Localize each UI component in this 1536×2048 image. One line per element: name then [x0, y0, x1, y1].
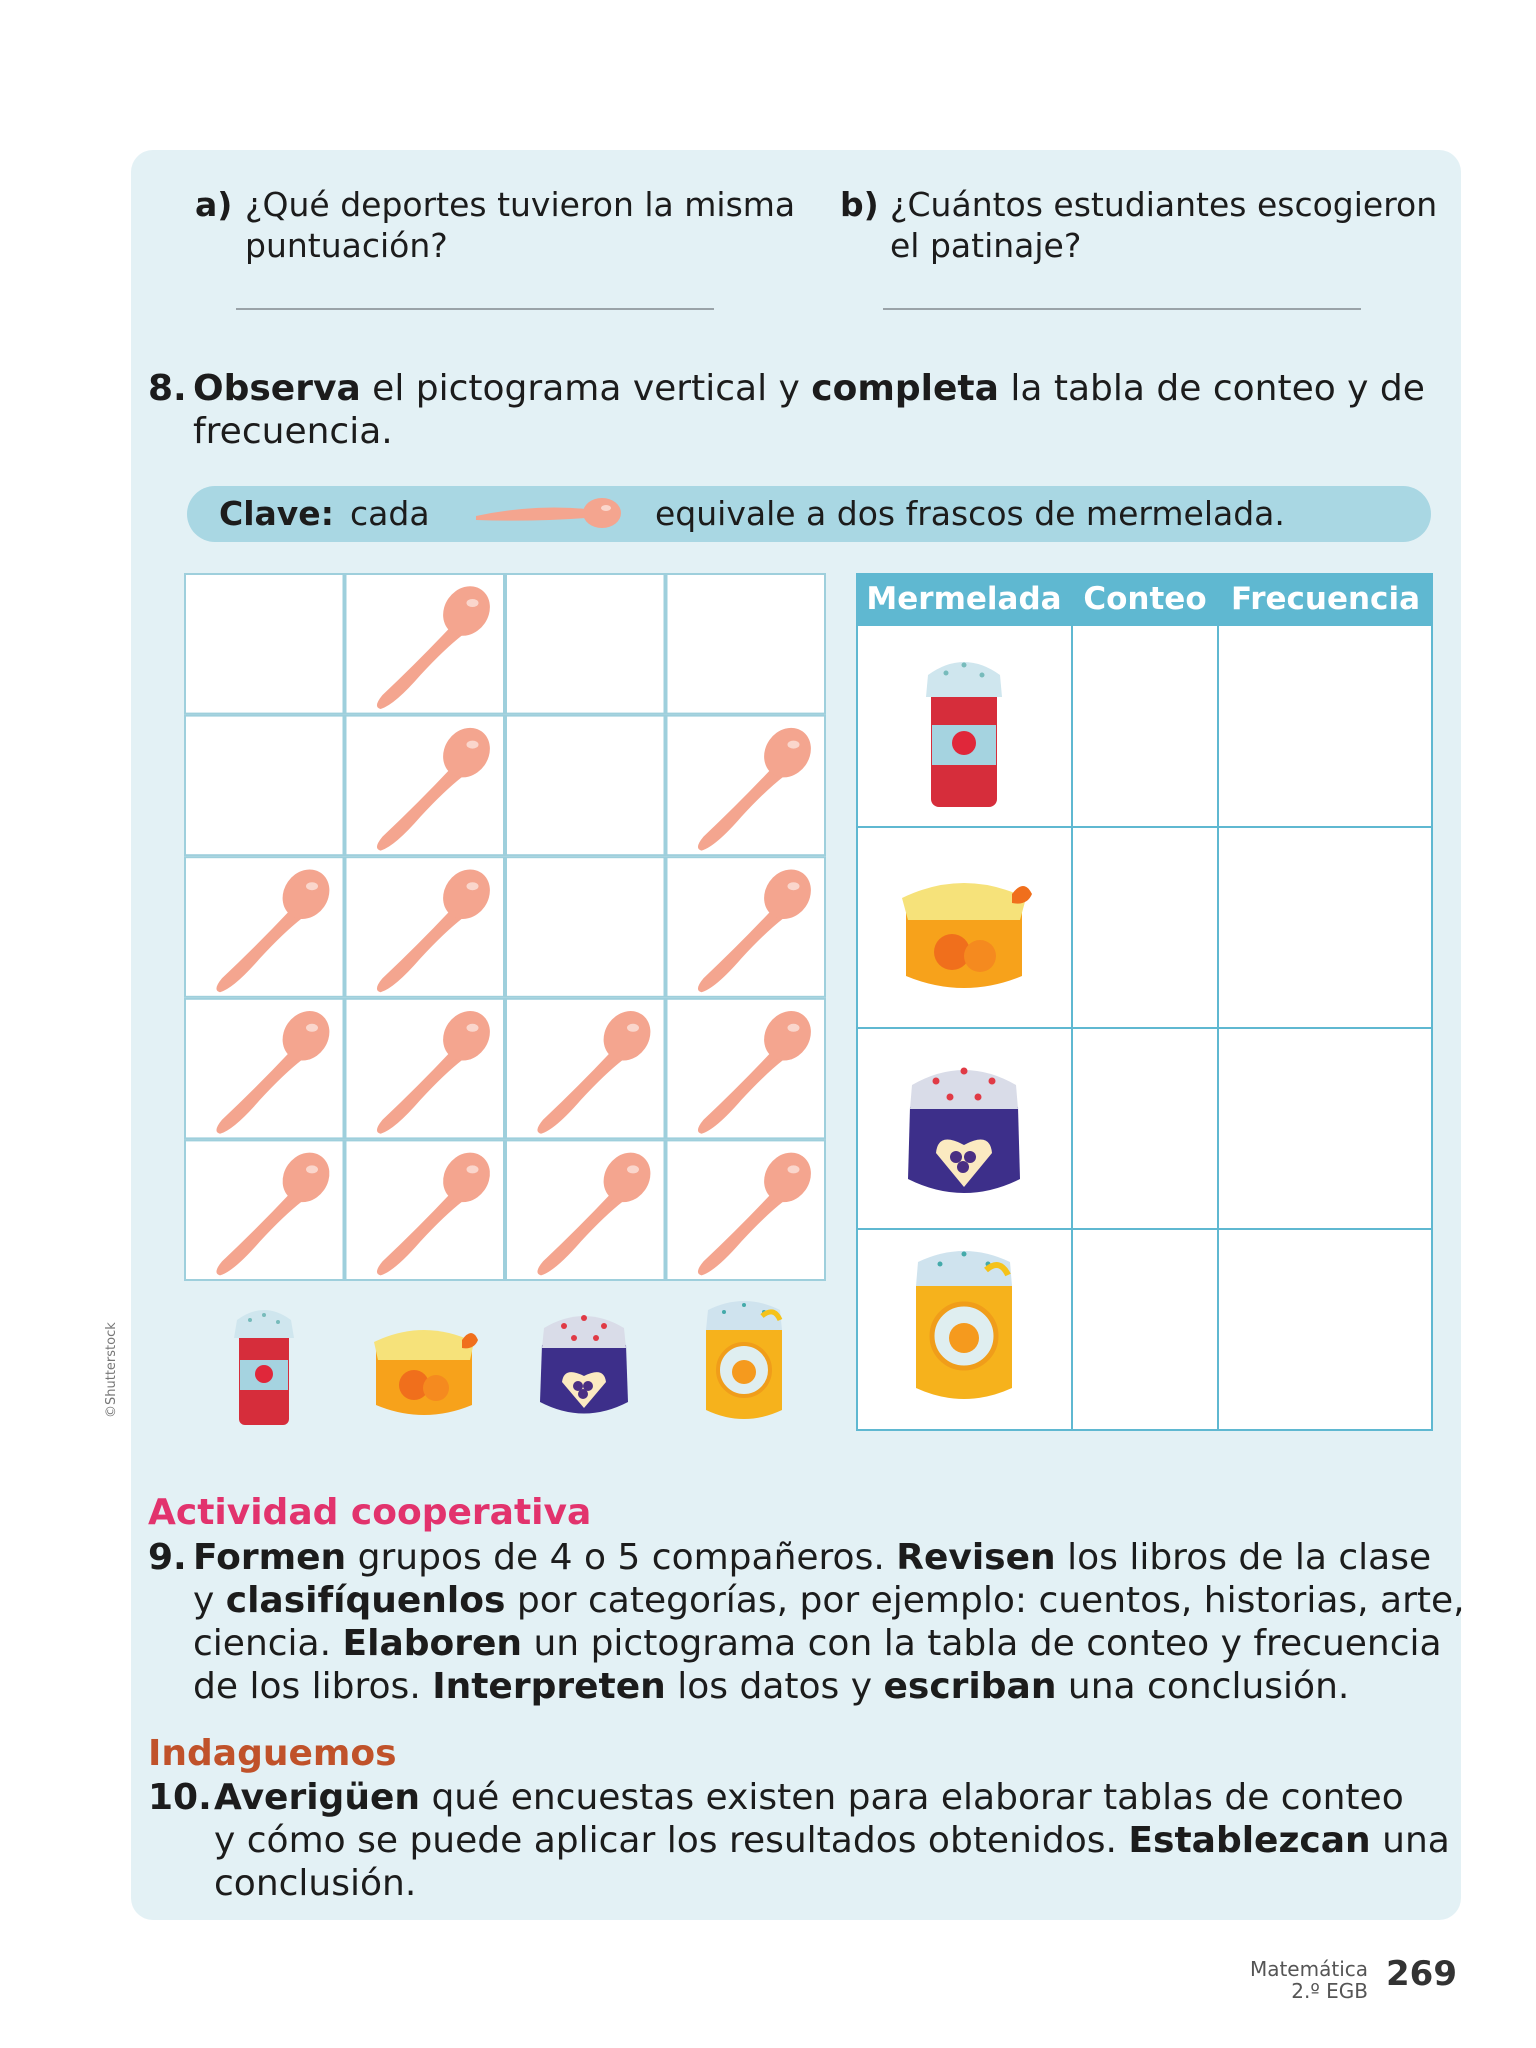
- verb-clasifiquenlos: clasifíquenlos: [225, 1580, 506, 1621]
- exercise-9-l3-t1: un pictograma con la tabla de conteo y frecuencia: [522, 1623, 1442, 1664]
- table-row-grape: [856, 1029, 1072, 1229]
- frecuencia-cell-4[interactable]: [1220, 1231, 1431, 1429]
- exercise-9-l2-t1: por categorías, por ejemplo: cuentos, historias, arte,: [505, 1580, 1465, 1621]
- grape-jam-jar-icon: [504, 1290, 664, 1435]
- exercise-9-l4-t1: los datos y: [665, 1666, 884, 1707]
- exercise-9-l4-t2: una conclusión.: [1056, 1666, 1350, 1707]
- pictogram-cell: [185, 574, 344, 714]
- header-frecuencia: Frecuencia: [1231, 581, 1420, 617]
- exercise-10-line3: conclusión.: [214, 1863, 417, 1904]
- question-b-label: b): [840, 185, 879, 224]
- apricot-jam-jar-icon: [856, 1230, 1072, 1430]
- table-row-apricot: [856, 1230, 1072, 1430]
- pictogram-jar-row: [184, 1290, 826, 1435]
- answer-line-a[interactable]: [236, 308, 714, 310]
- image-credit: ©Shutterstock: [104, 1322, 119, 1418]
- exercise-8-text2: la tabla de conteo y de: [998, 368, 1425, 409]
- exercise-8: [148, 367, 1448, 457]
- key-label: Clave:: [219, 494, 334, 533]
- question-a: [195, 184, 815, 274]
- verb-revisen: Revisen: [896, 1537, 1056, 1578]
- exercise-10-l2-t0: y cómo se puede aplicar los resultados obtenidos.: [214, 1820, 1129, 1861]
- key-pre-text: cada: [350, 494, 430, 533]
- pictogram-cell: [185, 716, 344, 856]
- exercise-8-verb-observa: Observa: [193, 368, 361, 409]
- verb-elaboren: Elaboren: [342, 1623, 523, 1664]
- exercise-8-line1: [193, 367, 1425, 410]
- question-a-line1: ¿Qué deportes tuvieron la misma: [245, 185, 796, 224]
- exercise-8-text1: el pictograma vertical y: [360, 368, 812, 409]
- orange-jam-jar-icon: [344, 1290, 504, 1435]
- exercise-9-line4: [193, 1665, 1349, 1708]
- grape-jam-jar-icon: [856, 1029, 1072, 1229]
- spoon-icon: [472, 494, 622, 534]
- pictogram-cell: [506, 716, 665, 856]
- conteo-cell-2[interactable]: [1074, 829, 1216, 1027]
- exercise-10: [148, 1776, 1458, 1911]
- exercise-9-line3: [193, 1622, 1442, 1665]
- verb-escriban: escriban: [883, 1666, 1057, 1707]
- frecuencia-cell-3[interactable]: [1220, 1030, 1431, 1228]
- exercise-10-l1-t1: qué encuestas existen para elaborar tablas de conteo: [420, 1777, 1404, 1818]
- orange-jam-jar-icon: [856, 828, 1072, 1028]
- verb-averiguen: Averigüen: [214, 1777, 420, 1818]
- pictogram-grid: [184, 573, 826, 1281]
- footer-subject-name: Matemática: [1249, 1957, 1368, 1981]
- verb-interpreten: Interpreten: [432, 1666, 666, 1707]
- exercise-9: [148, 1536, 1465, 1716]
- exercise-8-number: 8.: [148, 368, 187, 409]
- pictogram-cell: [506, 857, 665, 997]
- footer-grade: 2.º EGB: [1291, 1979, 1368, 2003]
- tally-frequency-table: [856, 573, 1433, 1431]
- cooperative-title: Actividad cooperativa: [148, 1492, 592, 1533]
- pictogram-cell: [667, 574, 826, 714]
- apricot-jam-jar-icon: [664, 1290, 824, 1435]
- exercise-9-l1-t1: grupos de 4 o 5 compañeros.: [346, 1537, 897, 1578]
- exercise-9-l1-t2: los libros de la clase: [1055, 1537, 1432, 1578]
- exercise-10-number: 10.: [148, 1777, 212, 1818]
- exercise-9-number: 9.: [148, 1537, 187, 1578]
- exercise-8-verb-completa: completa: [811, 368, 999, 409]
- exercise-9-l3-t0: ciencia.: [193, 1623, 343, 1664]
- pictogram-cell: [506, 574, 665, 714]
- exercise-9-line2: [193, 1579, 1465, 1622]
- header-mermelada: Mermelada: [866, 581, 1062, 617]
- table-row-orange: [856, 828, 1072, 1028]
- header-conteo: Conteo: [1083, 581, 1207, 617]
- exercise-10-l2-t1: una: [1370, 1820, 1450, 1861]
- key-post-text: equivale a dos frascos de mermelada.: [655, 494, 1285, 533]
- answer-line-b[interactable]: [883, 308, 1361, 310]
- exercise-10-line1: [214, 1776, 1404, 1819]
- exercise-9-l2-t0: y: [193, 1580, 226, 1621]
- verb-establezcan: Establezcan: [1128, 1820, 1371, 1861]
- conteo-cell-1[interactable]: [1074, 627, 1216, 826]
- conteo-cell-3[interactable]: [1074, 1030, 1216, 1228]
- table-row-strawberry: [856, 627, 1072, 827]
- exercise-9-line1: [193, 1536, 1431, 1579]
- question-a-line2: puntuación?: [245, 226, 448, 265]
- exercise-9-l4-t0: de los libros.: [193, 1666, 433, 1707]
- question-a-label: a): [195, 185, 233, 224]
- pictogram-key: [187, 486, 1431, 542]
- research-title: Indaguemos: [148, 1733, 397, 1774]
- footer-subject: [1250, 1958, 1368, 2002]
- question-b: [840, 184, 1460, 274]
- exercise-8-line2: frecuencia.: [193, 411, 393, 452]
- strawberry-jam-jar-icon: [184, 1290, 344, 1435]
- conteo-cell-4[interactable]: [1074, 1231, 1216, 1429]
- verb-formen: Formen: [193, 1537, 347, 1578]
- strawberry-jam-jar-icon: [856, 627, 1072, 827]
- question-b-line2: el patinaje?: [890, 226, 1082, 265]
- frecuencia-cell-2[interactable]: [1220, 829, 1431, 1027]
- question-b-line1: ¿Cuántos estudiantes escogieron: [890, 185, 1438, 224]
- exercise-10-line2: [214, 1819, 1450, 1862]
- page-number: 269: [1386, 1954, 1457, 1994]
- frecuencia-cell-1[interactable]: [1220, 627, 1431, 826]
